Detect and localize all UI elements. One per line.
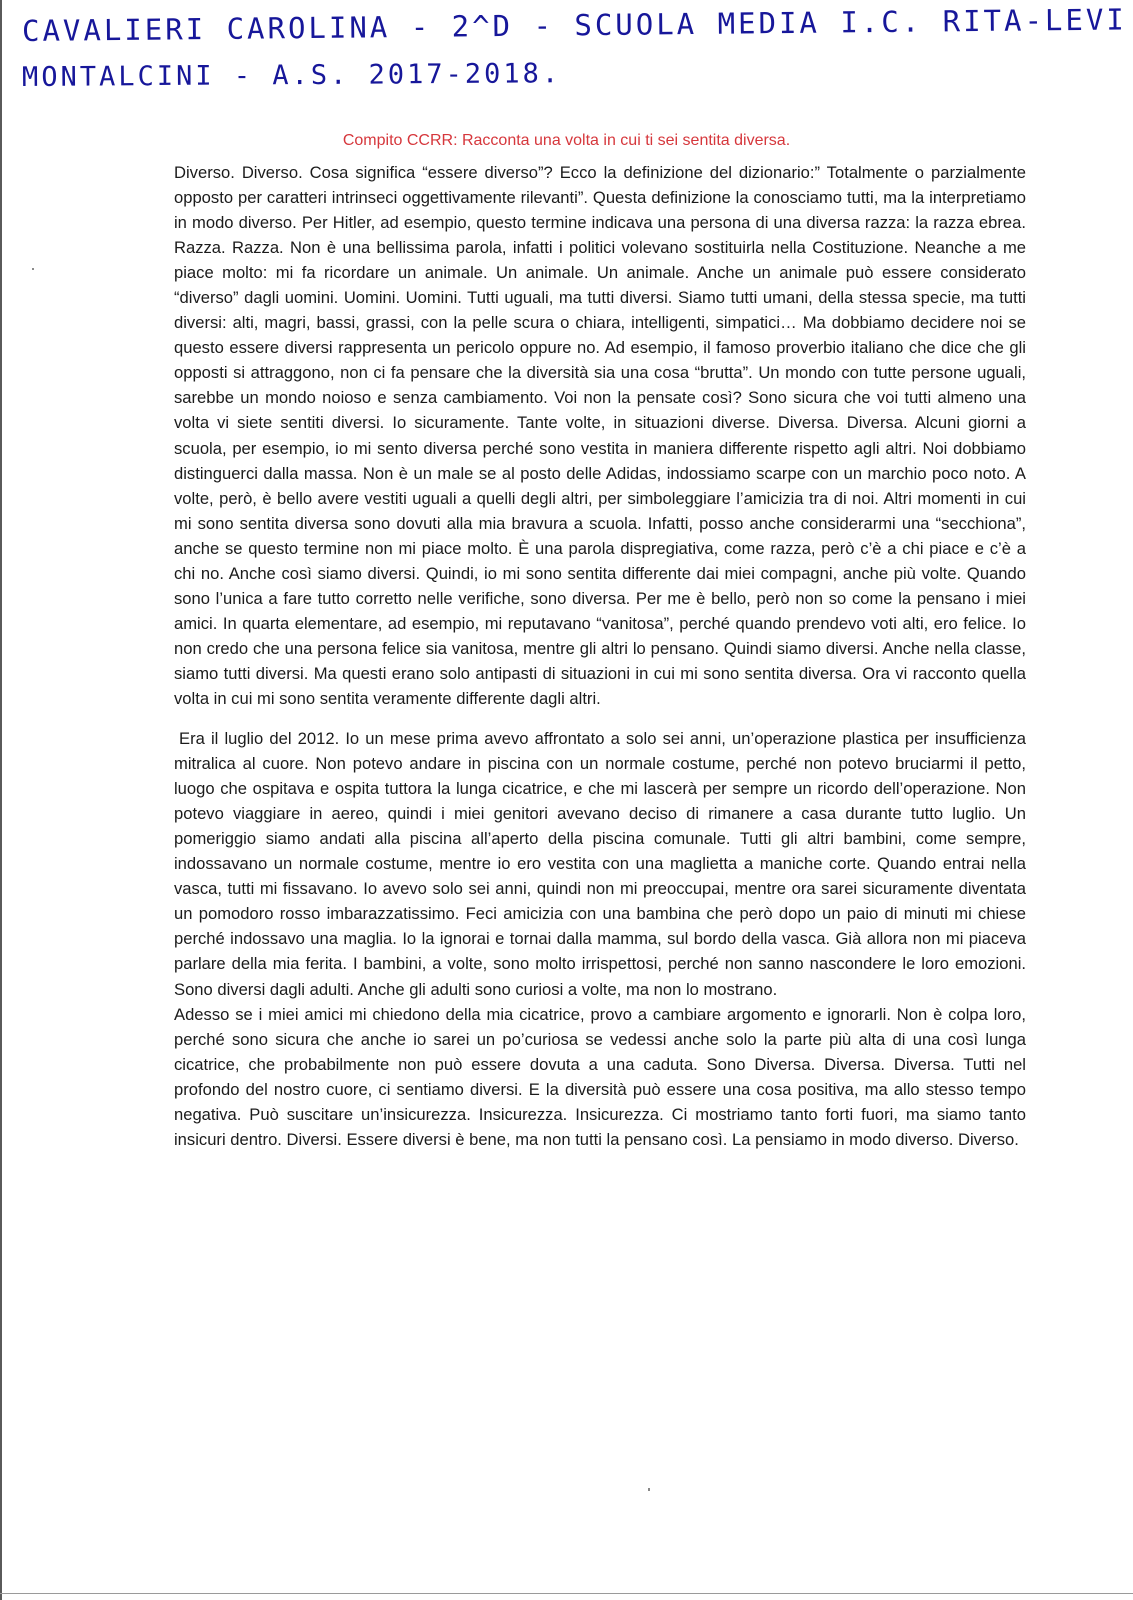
- scan-speck: [32, 268, 34, 270]
- scan-bottom-edge: [0, 1593, 1133, 1594]
- essay-body: [174, 160, 1026, 1152]
- scan-left-edge: [0, 0, 2, 1600]
- scan-speck: [648, 1488, 650, 1491]
- handwritten-school-year: MONTALCINI - A.S. 2017-2018.: [21, 58, 562, 93]
- essay-paragraph: Adesso se i miei amici mi chiedono della mia cicatrice, provo a cambiare argomento e ignorarli. Non è colpa loro, perché sono sicura che anche io sarei un po’curiosa se vedessi anche solo la parte più alta di una così lunga cicatrice, che probabilmente non può essere dovuta a una caduta. Sono Diversa. Diversa. Diversa. Tutti nel profondo del nostro cuore, ci sentiamo diversi. E la diversità può essere una cosa positiva, ma allo stesso tempo negativa. Può suscitare un’insicurezza. Insicurezza. Insicurezza. Ci mostriamo tanto forti fuori, ma siamo tanto insicuri dentro. Diversi. Essere diversi è bene, ma non tutti la pensano così. La pensiamo in modo diverso. Diverso.: [174, 1004, 1026, 1149]
- essay-paragraph: Era il luglio del 2012. Io un mese prima avevo affrontato a solo sei anni, un’operazione plastica per insufficienza mitralica al cuore. Non potevo andare in piscina con un normale costume, perché non potevo bruciarmi il petto, luogo che ospitava e ospita tuttora la lunga cicatrice, e che mi lascerà per sempre un ricordo dell’operazione. Non potevo viaggiare in aereo, quindi i miei genitori avevano deciso di rimanere a casa durante tutto luglio. Un pomeriggio siamo andati alla piscina all’aperto della piscina comunale. Tutti gli altri bambini, come sempre, indossavano un normale costume, mentre io ero vestita con una maglietta a maniche corte. Quando entrai nella vasca, tutti mi fissavano. Io avevo solo sei anni, quindi non mi preoccupai, mentre ora sarei sicuramente diventata un pomodoro rosso imbarazzatissimo. Feci amicizia con una bambina che però dopo un paio di minuti mi chiese perché indossavo una maglia. Io la ignorai e tornai dalla mamma, sul bordo della vasca. Già allora non mi piaceva parlare della mia ferita. I bambini, a volte, sono molto irrispettosi, perché non sanno nascondere le loro emozioni. Sono diversi dagli adulti. Anche gli adulti sono curiosi a volte, ma non lo mostrano.: [174, 729, 1026, 999]
- assignment-title: Compito CCRR: Racconta una volta in cui ti sei sentita diversa.: [342, 132, 791, 149]
- handwritten-student-name: CAVALIERI CAROLINA - 2^D - SCUOLA MEDIA I.C. RITA-LEVI: [21, 2, 1127, 48]
- essay-paragraph: Diverso. Diverso. Cosa significa “essere diverso”? Ecco la definizione del dizionario:” Totalmente o parzialmente opposto per caratteri intrinseci oggettivamente rilevanti”. Questa definizione la conosciamo tutti, ma la interpretiamo in modo diverso. Per Hitler, ad esempio, questo termine indicava una persona di una diversa razza: la razza ebrea. Razza. Razza. Non è una bellissima parola, infatti i politici volevano sostituirla nella Costituzione. Neanche a me piace molto: mi fa ricordare un animale. Un animale. Un animale. Anche un animale può essere considerato “diverso” dagli uomini. Uomini. Uomini. Tutti uguali, ma tutti diversi. Siamo tutti umani, della stessa specie, ma tutti diversi: alti, magri, bassi, grassi, con la pelle scura o chiara, intelligenti, simpatici… Ma dobbiamo decidere noi se questo essere diversi rappresenta un pericolo oppure no. Ad esempio, il famoso proverbio italiano che dice che gli opposti si attraggono, non ci fa pensare che la diversità sia una cosa “brutta”. Un mondo con tutte persone uguali, sarebbe un mondo noioso e senza cambiamento. Voi non la pensate così? Sono sicura che voi tutti almeno una volta vi siete sentiti diversi. Io sicuramente. Tante volte, in situazioni diverse. Diversa. Diversa. Alcuni giorni a scuola, per esempio, io mi sento diversa perché sono vestita in maniera differente rispetto agli altri. Noi dobbiamo distinguerci dalla massa. Non è un male se al posto delle Adidas, indossiamo scarpe con un marchio poco noto. A volte, però, è bello avere vestiti uguali a quelli degli altri, per simboleggiare l’amicizia tra di noi. Altri momenti in cui mi sono sentita diversa sono dovuti alla mia bravura a scuola. Infatti, posso anche considerarmi una “secchiona”, anche se questo termine non mi piace molto. È una parola dispregiativa, come razza, però c’è a chi piace e c’è a chi no. Anche così siamo diversi. Quindi, io mi sono sentita differente dai miei compagni, anche più volte. Quando sono l’unica a fare tutto corretto nelle verifiche, sono diversa. Per me è bello, però non so come la pensano i miei amici. In quarta elementare, ad esempio, mi reputavano “vanitosa”, perché quando prendevo voti alti, ero felice. Io non credo che una persona felice sia vanitosa, mentre gli altri lo pensano. Quindi siamo diversi. Anche nella classe, siamo tutti diversi. Ma questi erano solo antipasti di situazioni in cui mi sono sentita diversa. Ora vi racconto quella volta in cui mi sono sentita veramente differente dagli altri.: [174, 163, 1026, 708]
